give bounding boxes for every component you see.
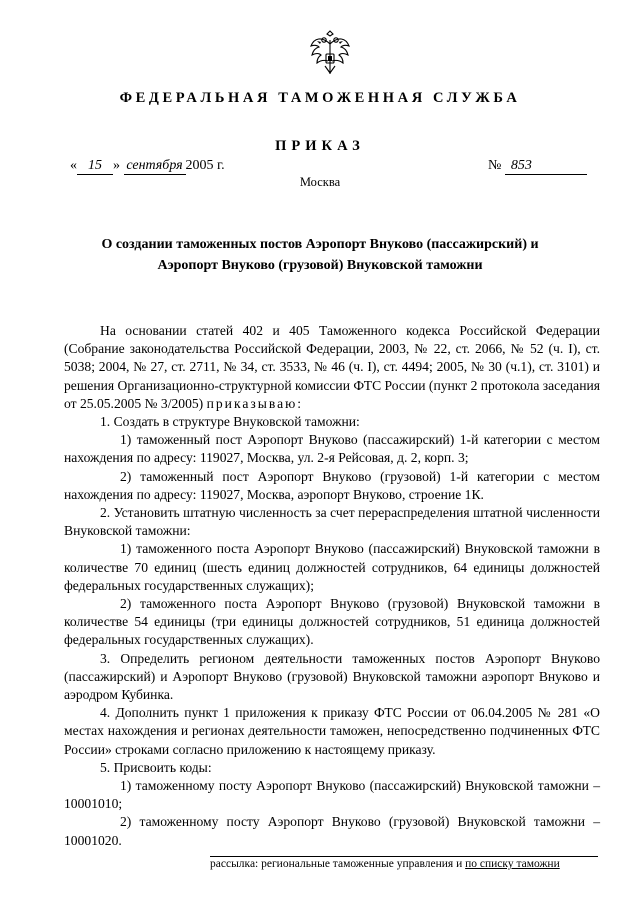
date-year: 2005 г. bbox=[185, 158, 225, 173]
order-subject bbox=[80, 234, 560, 276]
item-1-2: 2) таможенный пост Аэропорт Внуково (грузовой) 1-й категории с местом нахождения по адресу: 119027, Москва, аэропорт Внуково, строение 1К. bbox=[64, 468, 600, 502]
date-close-quote: » bbox=[113, 158, 120, 173]
document-title: ПРИКАЗ bbox=[275, 138, 365, 154]
subject-line-1: О создании таможенных постов Аэропорт Внуково (пассажирский) и bbox=[101, 237, 539, 252]
preamble-paragraph bbox=[64, 322, 600, 413]
preamble-text: На основании статей 402 и 405 Таможенного кодекса Российской Федерации (Собрание законодательства Российской Федерации, 2003, № 22, ст. 2066, № 52 (ч. I), ст. 5038; 2004, № 27, ст. 2711, № 34, ст. 3533, № 46 (ч. I), ст. 4494; 2005, № 30 (ч.1), ст. 3101) и решения Организационно-структурной комиссии ФТС России (пункт 2 протокола заседания от 25.05.2005 № 3/2005) bbox=[64, 323, 600, 411]
order-number bbox=[488, 158, 587, 175]
issue-city: Москва bbox=[299, 175, 341, 189]
item-2-2: 2) таможенного поста Аэропорт Внуково (грузовой) Внуковской таможни в количестве 54 единицы (три единицы должностей сотрудников, 51 единица должностей федеральных государственных служащих). bbox=[64, 596, 600, 648]
double-headed-eagle-emblem-icon bbox=[308, 30, 352, 78]
mailing-link: по списку таможни bbox=[465, 858, 560, 870]
order-body bbox=[64, 322, 600, 850]
date-day: 15 bbox=[77, 158, 113, 175]
date-month: сентября bbox=[124, 158, 186, 175]
number-value: 853 bbox=[505, 158, 587, 175]
order-word: приказываю: bbox=[206, 395, 304, 411]
item-3: 3. Определить регионом деятельности таможенных постов Аэропорт Внуково (пассажирский) и Аэропорт Внуково (грузовой) Внуковской таможни аэропорт Внуково и аэродром Кубинка. bbox=[64, 650, 600, 703]
item-4: 4. Дополнить пункт 1 приложения к приказу ФТС России от 06.04.2005 № 281 «О местах нахождения и регионах деятельности таможен, непосредственно подчиненных ФТС России» строками согласно приложению к настоящему приказу. bbox=[64, 705, 600, 757]
item-2-1: 1) таможенного поста Аэропорт Внуково (пассажирский) Внуковской таможни в количестве 70 единиц (шесть единиц должностей сотрудников, 64 единицы должностей федеральных государственных служащих); bbox=[64, 541, 600, 593]
subject-line-2: Аэропорт Внуково (грузовой) Внуковской таможни bbox=[157, 258, 483, 273]
item-1-1: 1) таможенный пост Аэропорт Внуково (пассажирский) 1-й категории с местом нахождения по адресу: 119027, Москва, ул. 2-я Рейсовая, д. 2, корп. 3; bbox=[64, 432, 600, 466]
item-1: 1. Создать в структуре Внуковской таможни: bbox=[100, 414, 360, 430]
number-label: № bbox=[488, 158, 502, 173]
agency-name: ФЕДЕРАЛЬНАЯ ТАМОЖЕННАЯ СЛУЖБА bbox=[119, 90, 521, 106]
mailing-prefix: рассылка: региональные таможенные управления и bbox=[210, 858, 463, 870]
item-5-2: 2) таможенному посту Аэропорт Внуково (грузовой) Внуковской таможни – 10001020. bbox=[64, 814, 600, 848]
mailing-list bbox=[210, 856, 598, 870]
item-5-1: 1) таможенному посту Аэропорт Внуково (пассажирский) Внуковской таможни – 10001010; bbox=[64, 778, 600, 812]
item-5: 5. Присвоить коды: bbox=[100, 759, 212, 775]
item-2: 2. Установить штатную численность за счет перераспределения штатной численности Внуковской таможни: bbox=[64, 505, 600, 539]
date-open-quote: « bbox=[70, 158, 77, 173]
order-date bbox=[70, 158, 225, 175]
